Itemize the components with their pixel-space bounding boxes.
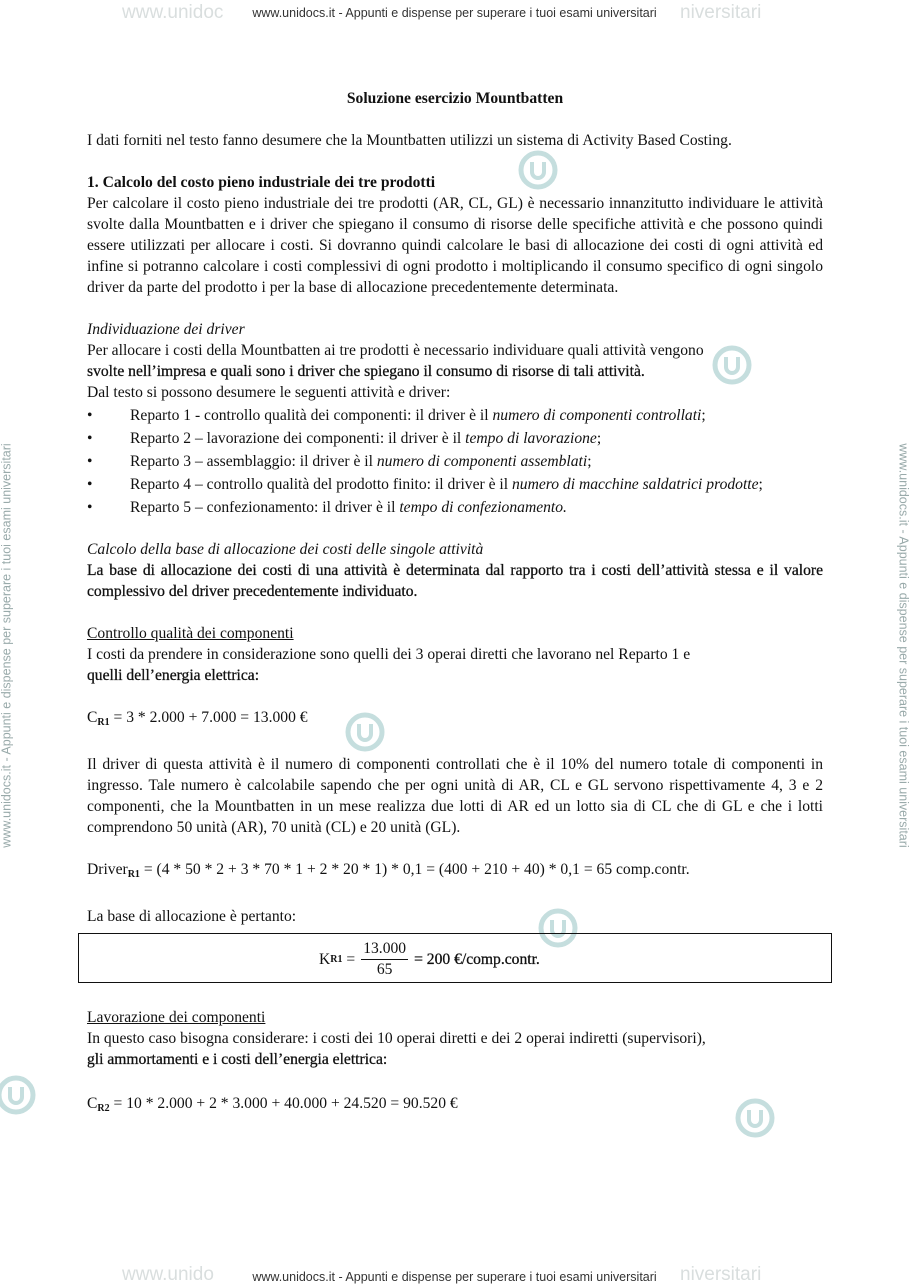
section1-heading: 1. Calcolo del costo pieno industriale dei tre prodotti	[87, 174, 436, 191]
r2-heading: Lavorazione dei componenti	[87, 1009, 266, 1026]
watermark-header: www.unidocs.it - Appunti e dispense per superare i tuoi esami universitari	[252, 6, 657, 20]
r1-line-2: quelli dell’energia elettrica:	[87, 667, 260, 684]
driver-heading: Individuazione dei driver	[87, 321, 245, 338]
bullet-icon: •	[87, 453, 93, 470]
k-formula: K R1 = $\frac{13.000}{65}$ = 200 €/comp.contr.	[319, 939, 540, 978]
bullet-icon: •	[87, 499, 93, 516]
driver-list	[87, 405, 823, 518]
r2-cost-formula: $C_{R2} = 10 * 2.000 + 2 * 3.000 + 40.000 + 24.520 = 90.520$ €	[87, 1095, 458, 1114]
allocation-heading: Calcolo della base di allocazione dei costi delle singole attività	[87, 541, 484, 558]
watermark-ghost-bottom-right: niversitari	[680, 1264, 762, 1285]
bullet-icon: •	[87, 476, 93, 493]
list-item: • Reparto 5 – confezionamento: il driver è il tempo di confezionamento.	[87, 499, 567, 516]
r2-line-1: In questo caso bisogna considerare: i costi dei 10 operai diretti e dei 2 operai indiretti (supervisori),	[87, 1030, 706, 1047]
list-item: • Reparto 2 – lavorazione dei componenti: il driver è il tempo di lavorazione;	[87, 430, 602, 447]
unidocs-logo-icon	[0, 1075, 36, 1115]
watermark-left: www.unidocs.it - Appunti e dispense per superare i tuoi esami universitari	[0, 443, 14, 848]
watermark-footer: www.unidocs.it - Appunti e dispense per superare i tuoi esami universitari	[252, 1270, 657, 1284]
document-body	[87, 88, 823, 1119]
section1-paragraph: Per calcolare il costo pieno industriale dei tre prodotti (AR, CL, GL) è necessario innanzitutto individuare le attività svolte dalla Mountbatten e i driver che spiegano il consumo di risorse delle specifiche attività e che possono quindi essere utilizzati per allocare i costi. Si dovranno quindi calcolare le basi di allocazione dei costi di ogni attività ed infine si potranno calcolare i costi complessivi di ogni prodotto i moltiplicando il consumo specifico di ogni singolo driver da parte del prodotto i per la base di allocazione precedentemente determinata.	[87, 195, 823, 296]
bullet-icon: •	[87, 407, 93, 424]
r2-line-2: gli ammortamenti e i costi dell’energia elettrica:	[87, 1051, 388, 1068]
r1-heading: Controllo qualità dei componenti	[87, 625, 294, 642]
list-item: • Reparto 1 - controllo qualità dei componenti: il driver è il numero di componenti controllati;	[87, 407, 706, 424]
r1-driver-paragraph: Il driver di questa attività è il numero di componenti controllati che è il 10% del numero totale di componenti in ingresso. Tale numero è calcolabile sapendo che per ogni unità di AR, CL e GL servono rispettivamente 4, 3 e 2 componenti, che la Mountbatten in un mese realizza due lotti di AR ed un lotto sia di CL che di GL e che i lotti comprendono 50 unità (AR), 70 unità (CL) e 20 unità (GL).	[87, 756, 823, 836]
page-title: Soluzione esercizio Mountbatten	[346, 90, 564, 107]
watermark-ghost-top-left: www.unidoc	[122, 2, 224, 23]
driver-line-1: Per allocare i costi della Mountbatten ai tre prodotti è necessario individuare quali attività vengono	[87, 342, 704, 359]
list-item: • Reparto 3 – assemblaggio: il driver è il numero di componenti assemblati;	[87, 453, 592, 470]
driver-line-3: Dal testo si possono desumere le seguenti attività e driver:	[87, 384, 451, 401]
bullet-icon: •	[87, 430, 93, 447]
watermark-right: www.unidocs.it - Appunti e dispense per superare i tuoi esami universitari	[896, 443, 911, 848]
r1-cost-formula: $C_{R1} = 3 * 2.000 + 7.000 = 13.000$ €	[87, 709, 308, 728]
watermark-ghost-bottom-left: www.unido	[122, 1264, 214, 1285]
r1-line-1: I costi da prendere in considerazione sono quelli dei 3 operai diretti che lavorano nel Reparto 1 e	[87, 646, 691, 663]
r1-base-text: La base di allocazione è pertanto:	[87, 908, 297, 925]
allocation-paragraph: La base di allocazione dei costi di una attività è determinata dal rapporto tra i costi dell’attività stessa e il valore complessivo del driver precedentemente individuato.	[87, 562, 823, 600]
watermark-ghost-top-right: niversitari	[680, 2, 762, 23]
driver-line-2: svolte nell’impresa e quali sono i driver che spiegano il consumo di risorse di tali attività.	[87, 363, 645, 380]
allocation-base-box	[78, 933, 832, 983]
k-fraction: $\frac{13.000}{65}$	[363, 939, 407, 978]
intro-paragraph: I dati forniti nel testo fanno desumere che la Mountbatten utilizzi un sistema di Activity Based Costing.	[87, 132, 732, 149]
list-item: • Reparto 4 – controllo qualità del prodotto finito: il driver è il numero di macchine saldatrici prodotte;	[87, 476, 763, 493]
r1-driver-formula: Driver$_{R1}$ = (4 * 50 * 2 + 3 * 70 * 1 + 2 * 20 * 1) * 0,1 = (400 + 210 + 40) * 0,1 = 65 comp.contr.	[87, 861, 690, 880]
